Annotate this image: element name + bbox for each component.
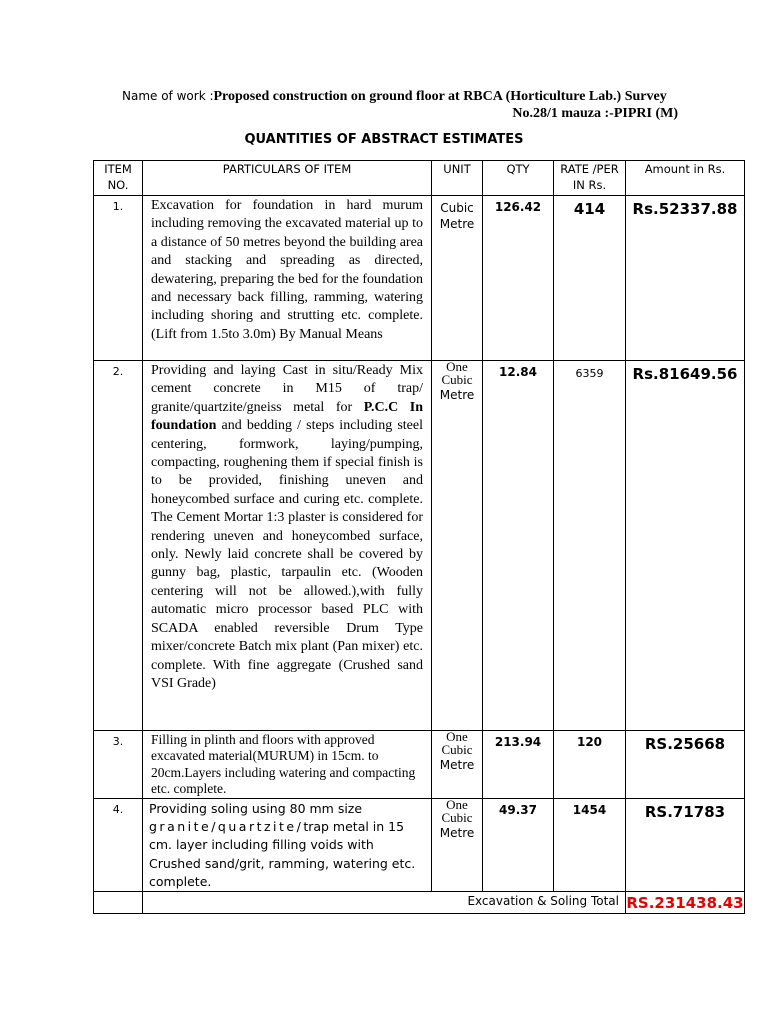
item-qty: 213.94 <box>483 731 554 799</box>
table-row <box>94 799 745 892</box>
item-particulars: Filling in plinth and floors with approved excavated material(MURUM) in 15cm. to 20cm.Layers including watering and compacting etc. complete. <box>151 732 416 796</box>
col-particulars: PARTICULARS OF ITEM <box>143 161 432 196</box>
col-unit: UNIT <box>432 161 483 196</box>
table-row <box>94 196 745 361</box>
item-qty: 12.84 <box>483 361 554 731</box>
item-rate: 414 <box>554 196 626 361</box>
item-amount: Rs.81649.56 <box>626 361 745 731</box>
col-item-no: ITEM NO. <box>94 161 143 196</box>
item-amount: RS.25668 <box>626 731 745 799</box>
item-amount: RS.71783 <box>626 799 745 892</box>
item-unit: One Cubic Metre <box>432 731 483 799</box>
item-no: 3. <box>94 731 143 799</box>
item-unit: Cubic Metre <box>432 196 483 361</box>
table-header-row <box>94 161 745 196</box>
item-no: 4. <box>94 799 143 892</box>
item-rate: 6359 <box>554 361 626 731</box>
item-rate: 120 <box>554 731 626 799</box>
item-particulars: Providing soling using 80 mm size granite/quartzite/trap metal in 15 cm. layer including filling voids with Crushed sand/grit, ramming, watering etc. complete. <box>149 801 416 889</box>
col-rate: RATE /PER IN Rs. <box>554 161 626 196</box>
work-name-line2: No.28/1 mauza :-PIPRI (M) <box>512 106 678 121</box>
item-particulars: Excavation for foundation in hard murum including removing the excavated material up to a distance of 50 metres beyond the building area and stacking and spreading as directed, dewatering, preparing the bed for the foundation and necessary back filling, ramming, watering including shoring and strutting etc. complete. (Lift from 1.5to 3.0m) By Manual Means <box>151 198 423 342</box>
work-label: Name of work : <box>122 89 214 103</box>
item-qty: 49.37 <box>483 799 554 892</box>
item-amount: Rs.52337.88 <box>626 196 745 361</box>
work-name-line1: Proposed construction on ground floor at RBCA (Horticulture Lab.) Survey <box>213 89 667 104</box>
total-amount: RS.231438.43 <box>626 892 745 914</box>
table-row <box>94 361 745 731</box>
item-no: 2. <box>94 361 143 731</box>
item-qty: 126.42 <box>483 196 554 361</box>
item-unit: One Cubic Metre <box>432 799 483 892</box>
item-particulars: Providing and laying Cast in situ/Ready Mix cement concrete in M15 of trap/ granite/quartzite/gneiss metal for P.C.C In foundation and bedding / steps including steel centering, formwork, laying/pumping, compacting, roughening them if special finish is to be provided, finishing uneven and honeycombed surface and curing etc. complete. The Cement Mortar 1:3 plaster is considered for rendering uneven and honeycombed surface, only. Newly laid concrete shall be covered by gunny bag, plastic, tarpaulin etc. (Wooden centering will not be allowed.),with fully automatic micro processor based PLC with SCADA enabled reversible Drum Type mixer/concrete Batch mix plant (Pan mixer) etc. complete. With fine aggregate (Crushed sand VSI Grade) <box>151 363 423 691</box>
col-amount: Amount in Rs. <box>626 161 745 196</box>
item-unit: One Cubic Metre <box>432 361 483 731</box>
work-header <box>122 88 678 122</box>
total-row <box>94 892 745 914</box>
item-particulars-bold: P.C.C In foundation <box>151 399 423 434</box>
estimate-table <box>93 160 745 914</box>
table-row <box>94 731 745 799</box>
page-title: QUANTITIES OF ABSTRACT ESTIMATES <box>244 132 524 147</box>
total-label: Excavation & Soling Total <box>143 892 626 914</box>
item-rate: 1454 <box>554 799 626 892</box>
col-qty: QTY <box>483 161 554 196</box>
item-no: 1. <box>94 196 143 361</box>
